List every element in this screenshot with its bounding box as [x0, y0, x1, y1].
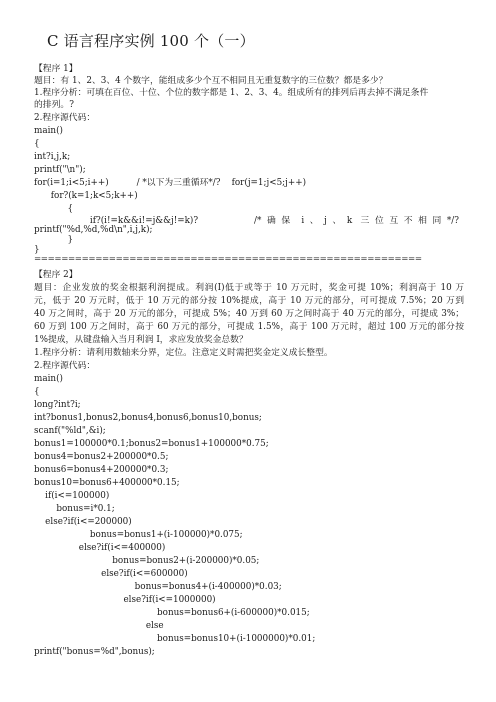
program2-code-line: printf("bonus=%d",bonus);	[34, 647, 155, 657]
program1-code-line: }	[34, 245, 40, 255]
program2-code-line: if(i<=100000)	[34, 491, 110, 501]
program2-question-line: 元，低于 20 万元时，低于 10 万元的部分按 10%提成，高于 10 万元的部分，可可提成 7.5%；20 万到	[34, 296, 464, 306]
program2-code-line: main()	[34, 374, 63, 384]
program1-code-line: for?(k=1;k<5;k++)	[34, 191, 138, 201]
program2-question-line: 40 万之间时，高于 20 万元的部分，可提成 5%；40 万到 60 万之间时高于 40 万元的部分，可提成 3%；	[34, 309, 464, 319]
program2-code-line: else?if(i<=200000)	[34, 517, 132, 527]
program2-code-line: else?if(i<=1000000)	[34, 595, 216, 605]
program1-code-line: printf("%d,%d,%d\n",i,j,k);	[34, 225, 153, 235]
program2-question-line: 60 万到 100 万之间时，高于 60 万元的部分，可提成 1.5%，高于 100 万元时，超过 100 万元的部分按	[34, 322, 464, 332]
program1-source-label: 2.程序源代码：	[34, 113, 96, 123]
program1-code-line: {	[34, 139, 40, 149]
program1-header: 【程序 1】	[34, 64, 78, 74]
program1-code-line: printf("\n");	[34, 165, 86, 175]
program2-source-label: 2.程序源代码：	[34, 361, 96, 371]
program2-code-line: else	[34, 621, 164, 631]
program2-code-line: {	[34, 387, 40, 397]
program2-code-line: bonus=i*0.1;	[34, 504, 115, 514]
program1-code-line: }	[34, 235, 74, 245]
program2-code-line: bonus1=100000*0.1;bonus2=bonus1+100000*0.75;	[34, 439, 269, 449]
program2-code-line: bonus=bonus10+(i-1000000)*0.01;	[34, 634, 316, 644]
program1-code-line: for(i=1;i<5;i++) / *以下为三重循环*/? for(j=1;j<5;j++)	[34, 178, 307, 188]
page-title: C 语言程序实例 100 个（一）	[47, 32, 255, 50]
program2-code-line: bonus=bonus6+(i-600000)*0.015;	[34, 608, 310, 618]
program2-code-line: long?int?i;	[34, 400, 81, 410]
program1-code-line: if?(i!=k&&i!=j&&j!=k)? /* 确 保 i 、 j 、 k 三 位 互 不 相 同 */?	[34, 216, 459, 226]
program2-code-line: else?if(i<=400000)	[34, 543, 166, 553]
program1-analysis-line1: 1.程序分析：可填在百位、十位、个位的数字都是 1、2、3、4。组成所有的排列后再去掉不满足条件	[34, 88, 429, 98]
separator-line: =========================================================	[34, 254, 422, 264]
program2-code-line: scanf("%ld",&i);	[34, 426, 106, 436]
program2-header: 【程序 2】	[34, 270, 78, 280]
program2-code-line: bonus10=bonus6+400000*0.15;	[34, 478, 180, 488]
program2-code-line: bonus=bonus1+(i-100000)*0.075;	[34, 530, 243, 540]
program2-question-line: 题目：企业发放的奖金根据利润提成。利润(I)低于或等于 10 万元时，奖金可提 10%；利润高于 10 万	[34, 283, 464, 293]
program2-analysis: 1.程序分析：请利用数轴来分界，定位。注意定义时需把奖金定义成长整型。	[34, 348, 333, 358]
program1-question: 题目：有 1、2、3、4 个数字，能组成多少个互不相同且无重复数字的三位数？都是多少？	[34, 76, 388, 86]
program1-code-line: {	[34, 204, 74, 214]
program2-code-line: bonus=bonus4+(i-400000)*0.03;	[34, 582, 282, 592]
program2-code-line: else?if(i<=600000)	[34, 569, 188, 579]
program2-code-line: bonus=bonus2+(i-200000)*0.05;	[34, 556, 260, 566]
program2-code-line: bonus6=bonus4+200000*0.3;	[34, 465, 169, 475]
program2-code-line: int?bonus1,bonus2,bonus4,bonus6,bonus10,bonus;	[34, 413, 262, 423]
program1-code-line: main()	[34, 126, 63, 136]
program2-question-line: 1%提成，从键盘输入当月利润 I，求应发放奖金总数？	[34, 335, 248, 345]
program1-code-line: int?i,j,k;	[34, 152, 71, 162]
program2-code-line: bonus4=bonus2+200000*0.5;	[34, 452, 169, 462]
program1-analysis-line2: 的排列。?	[34, 100, 74, 110]
